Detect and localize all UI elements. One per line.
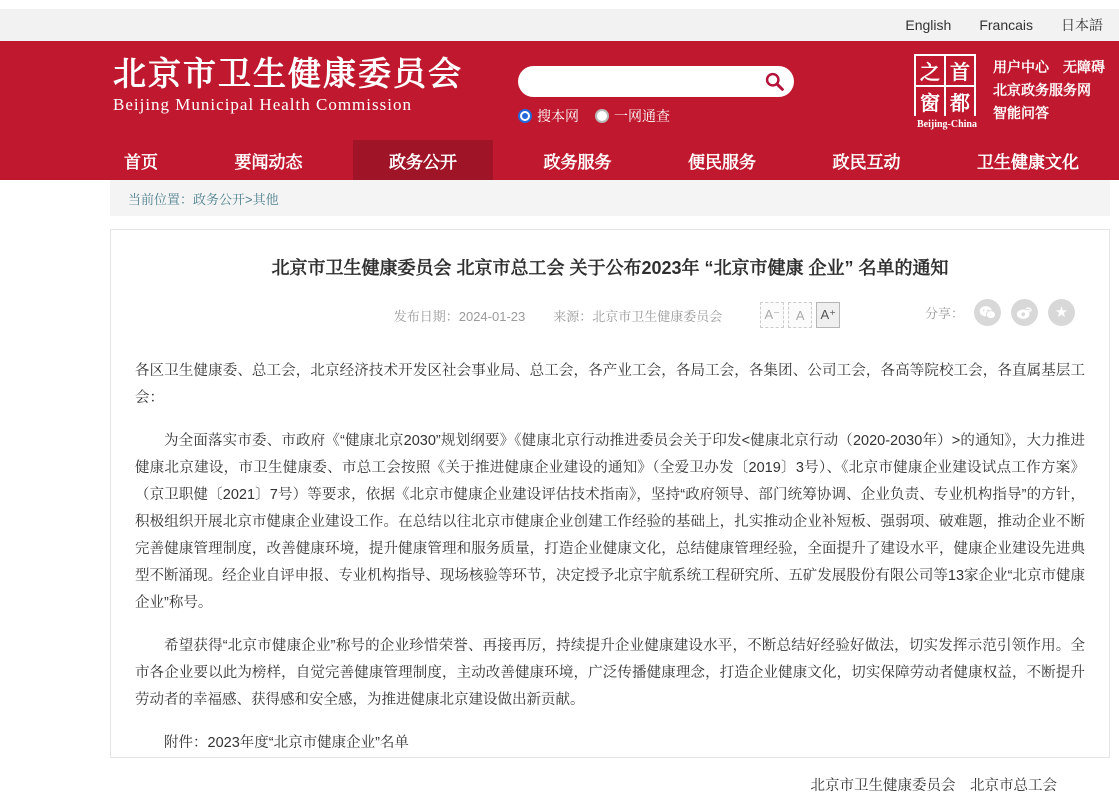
radio-selected-icon[interactable]	[518, 109, 532, 123]
nav-interaction[interactable]: 政民互动	[832, 152, 901, 172]
badge-char: 窗	[916, 87, 944, 116]
nav-gov-services[interactable]: 政务服务	[543, 152, 612, 172]
star-icon: ★	[1054, 304, 1069, 321]
language-japanese[interactable]: 日本語	[1061, 17, 1103, 33]
link-beijing-gov-service[interactable]: 北京政务服务网	[993, 82, 1091, 98]
masthead-right	[914, 54, 1119, 130]
masthead	[0, 41, 1119, 140]
weibo-share-icon[interactable]	[1011, 299, 1038, 326]
link-user-center[interactable]: 用户中心	[993, 59, 1049, 75]
radio-unselected-icon[interactable]	[595, 109, 609, 123]
nav-health-culture[interactable]: 卫生健康文化	[977, 152, 1079, 172]
breadcrumb	[110, 180, 1110, 216]
site-subtitle: Beijing Municipal Health Commission	[113, 95, 412, 114]
nav-home[interactable]: 首页	[124, 152, 158, 172]
share-label: 分享：	[924, 306, 964, 321]
breadcrumb-path[interactable]: 政务公开>其他	[193, 191, 279, 207]
top-white-strip	[0, 0, 1119, 9]
language-francais[interactable]: Francais	[979, 17, 1033, 33]
site-title: 北京市卫生健康委员会	[113, 55, 463, 92]
site-logo[interactable]	[113, 55, 463, 115]
article-signature: 北京市卫生健康委员会 北京市总工会	[810, 778, 1057, 794]
scope-site-search[interactable]	[518, 106, 579, 126]
badge-char: 之	[916, 56, 944, 85]
language-bar	[0, 9, 1119, 41]
badge-caption: Beijing-China	[916, 119, 977, 130]
article-body	[135, 358, 1085, 800]
badge-char: 首	[946, 56, 974, 85]
search-icon[interactable]	[764, 71, 785, 92]
article-title: 北京市卫生健康委员会 北京市总工会 关于公布2023年 “北京市健康 企业” 名单的通知	[271, 258, 949, 278]
font-increase-button[interactable]: A⁺	[816, 302, 840, 328]
capital-window-logo-icon	[914, 54, 976, 116]
link-accessibility[interactable]: 无障碍	[1063, 59, 1105, 75]
paragraph-hope: 希望获得“北京市健康企业”称号的企业珍惜荣誉、再接再厉，持续提升企业健康建设水平，不断总结好经验好做法，切实发挥示范引领作用。全市各企业要以此为榜样，自觉完善健康管理制度，主动改善健康环境，广泛传播健康理念，打造企业健康文化，切实保障劳动者健康权益，不断提升劳动者的幸福感、获得感和安全感，为推进健康北京建设做出新贡献。	[135, 638, 1085, 708]
search-input[interactable]	[518, 66, 794, 97]
nav-convenience-services[interactable]: 便民服务	[688, 152, 756, 172]
attachment-link[interactable]: 附件：2023年度“北京市健康企业”名单	[164, 735, 409, 751]
main-nav	[0, 140, 1119, 180]
capital-window-badge[interactable]	[914, 54, 980, 130]
paragraph-salutation: 各区卫生健康委、总工会，北京经济技术开发区社会事业局、总工会，各产业工会，各局工会，各集团、公司工会，各高等院校工会，各直属基层工会：	[135, 363, 1085, 406]
breadcrumb-label: 当前位置：	[128, 191, 194, 207]
wechat-share-icon[interactable]	[974, 299, 1001, 326]
nav-news[interactable]: 要闻动态	[234, 152, 303, 172]
link-smart-qa[interactable]: 智能问答	[993, 105, 1049, 121]
share-group	[925, 299, 1075, 326]
qzone-share-icon[interactable]	[1048, 299, 1075, 326]
scope-network-search-label: 一网通查	[614, 108, 670, 124]
quick-links	[993, 56, 1105, 125]
article-source: 来源：北京市卫生健康委员会	[553, 308, 723, 324]
scope-network-search[interactable]	[595, 106, 670, 126]
scope-site-search-label: 搜本网	[537, 108, 579, 124]
language-english[interactable]: English	[905, 17, 952, 33]
search-area	[518, 66, 794, 126]
article-meta	[127, 302, 1093, 328]
paragraph-main: 为全面落实市委、市政府《“健康北京2030”规划纲要》《健康北京行动推进委员会关于印发<健康北京行动（2020-2030年）>的通知》，大力推进健康北京建设，市卫生健康委、市总工会按照《关于推进健康企业建设的通知》（全爱卫办发〔2019〕3号）、《北京市健康企业建设试点工作方案》（京卫职健〔2021〕7号）等要求，依据《北京市健康企业建设评估技术指南》，坚持“政府领导、部门统筹协调、企业负责、专业机构指导”的方针，积极组织开展北京市健康企业建设工作。在总结以往北京市健康企业创建工作经验的基础上，扎实推动企业补短板、强弱项、破难题，推动企业不断完善健康管理制度，改善健康环境，提升健康管理和服务质量，打造企业健康文化，总结健康管理经验，全面提升了建设水平，健康企业建设先进典型不断涌现。经企业自评申报、专业机构指导、现场核验等环节，决定授予北京宇航系统工程研究所、五矿发展股份有限公司等13家企业“北京市健康企业”称号。	[135, 433, 1085, 611]
publish-date: 发布日期：2024-01-23	[393, 308, 526, 324]
font-decrease-button[interactable]: A⁻	[760, 302, 784, 328]
article-container	[110, 229, 1110, 794]
font-size-controls	[760, 302, 840, 328]
nav-gov-disclosure[interactable]: 政务公开	[353, 140, 493, 180]
font-reset-button[interactable]: A	[788, 302, 812, 328]
badge-char: 都	[946, 87, 974, 116]
